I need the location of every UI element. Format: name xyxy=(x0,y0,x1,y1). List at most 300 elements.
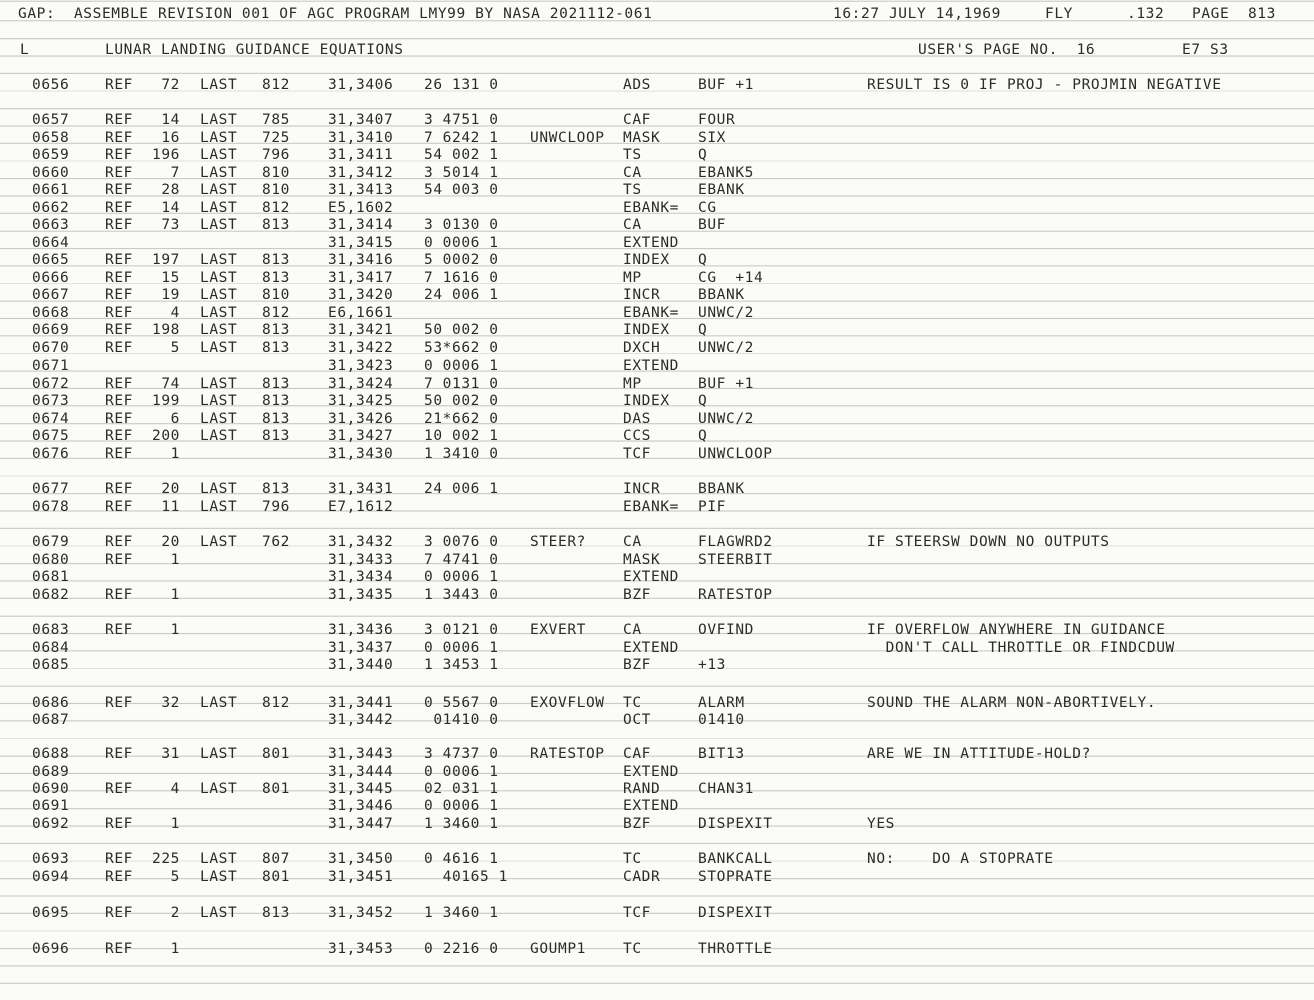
last-page: 801 xyxy=(262,781,290,797)
octal-code: 3 0076 0 xyxy=(424,534,499,550)
opcode: CA xyxy=(623,534,642,550)
ref-count: 1 xyxy=(170,446,180,462)
operand: Q xyxy=(698,322,708,338)
ref-count: 6 xyxy=(170,411,180,427)
opcode: DAS xyxy=(623,411,651,427)
last-page: 812 xyxy=(262,305,290,321)
octal-code: 24 006 1 xyxy=(424,481,499,497)
sequence-number: 0667 xyxy=(32,287,70,303)
operand: UNWCLOOP xyxy=(698,446,773,462)
last-label: LAST xyxy=(200,376,238,392)
sequence-number: 0684 xyxy=(32,640,70,656)
last-page: 813 xyxy=(262,481,290,497)
symbol-label: GOUMP1 xyxy=(530,941,586,957)
octal-code: 7 1616 0 xyxy=(424,270,499,286)
operand: FOUR xyxy=(698,112,736,128)
sequence-number: 0676 xyxy=(32,446,70,462)
opcode: TC xyxy=(623,695,642,711)
memory-address: 31,3443 xyxy=(328,746,394,762)
sequence-number: 0696 xyxy=(32,941,70,957)
opcode: TCF xyxy=(623,446,651,462)
operand: BANKCALL xyxy=(698,851,773,867)
memory-address: 31,3437 xyxy=(328,640,394,656)
opcode: EBANK= xyxy=(623,305,679,321)
operand: Q xyxy=(698,147,708,163)
opcode: EXTEND xyxy=(623,764,679,780)
octal-code: 50 002 0 xyxy=(424,322,499,338)
ref-label: REF xyxy=(105,217,133,233)
sequence-number: 0683 xyxy=(32,622,70,638)
last-label: LAST xyxy=(200,746,238,762)
ref-label: REF xyxy=(105,112,133,128)
octal-code: 0 4616 1 xyxy=(424,851,499,867)
ref-count: 1 xyxy=(170,622,180,638)
memory-address: 31,3446 xyxy=(328,798,394,814)
last-label: LAST xyxy=(200,112,238,128)
ref-label: REF xyxy=(105,552,133,568)
symbol-label: STEER? xyxy=(530,534,586,550)
memory-address: 31,3407 xyxy=(328,112,394,128)
operand: Q xyxy=(698,393,708,409)
sequence-number: 0674 xyxy=(32,411,70,427)
operand: OVFIND xyxy=(698,622,754,638)
sequence-number: 0677 xyxy=(32,481,70,497)
octal-code: 1 3453 1 xyxy=(424,657,499,673)
octal-code: 24 006 1 xyxy=(424,287,499,303)
symbol-label: RATESTOP xyxy=(530,746,605,762)
operand: RATESTOP xyxy=(698,587,773,603)
sequence-number: 0666 xyxy=(32,270,70,286)
last-page: 762 xyxy=(262,534,290,550)
ref-label: REF xyxy=(105,376,133,392)
memory-address: 31,3444 xyxy=(328,764,394,780)
ref-count: 31 xyxy=(161,746,180,762)
ref-count: 196 xyxy=(152,147,180,163)
octal-code: 0 0006 1 xyxy=(424,569,499,585)
opcode: TC xyxy=(623,851,642,867)
memory-address: 31,3412 xyxy=(328,165,394,181)
last-label: LAST xyxy=(200,305,238,321)
comment: YES xyxy=(867,816,895,832)
octal-code: 7 0131 0 xyxy=(424,376,499,392)
memory-address: 31,3425 xyxy=(328,393,394,409)
memory-address: 31,3423 xyxy=(328,358,394,374)
opcode: EXTEND xyxy=(623,358,679,374)
ref-label: REF xyxy=(105,499,133,515)
comment: NO: DO A STOPRATE xyxy=(867,851,1054,867)
octal-code: 53*662 0 xyxy=(424,340,499,356)
operand: ALARM xyxy=(698,695,745,711)
opcode: MP xyxy=(623,270,642,286)
opcode: TC xyxy=(623,941,642,957)
ref-count: 4 xyxy=(170,781,180,797)
memory-address: 31,3411 xyxy=(328,147,394,163)
last-page: 801 xyxy=(262,746,290,762)
octal-code: 21*662 0 xyxy=(424,411,499,427)
ref-label: REF xyxy=(105,393,133,409)
sequence-number: 0679 xyxy=(32,534,70,550)
operand: Q xyxy=(698,428,708,444)
ref-label: REF xyxy=(105,322,133,338)
octal-code: 0 0006 1 xyxy=(424,640,499,656)
opcode: DXCH xyxy=(623,340,661,356)
opcode: CAF xyxy=(623,746,651,762)
operand: UNWC/2 xyxy=(698,411,754,427)
opcode: EXTEND xyxy=(623,235,679,251)
ref-count: 72 xyxy=(161,77,180,93)
ref-label: REF xyxy=(105,182,133,198)
ref-count: 1 xyxy=(170,941,180,957)
ref-count: 14 xyxy=(161,200,180,216)
ref-label: REF xyxy=(105,941,133,957)
ref-count: 198 xyxy=(152,322,180,338)
ref-count: 5 xyxy=(170,869,180,885)
memory-address: 31,3441 xyxy=(328,695,394,711)
last-label: LAST xyxy=(200,287,238,303)
memory-address: 31,3442 xyxy=(328,712,394,728)
ref-count: 1 xyxy=(170,552,180,568)
octal-code: 3 0121 0 xyxy=(424,622,499,638)
memory-address: 31,3447 xyxy=(328,816,394,832)
ref-label: REF xyxy=(105,746,133,762)
sequence-number: 0685 xyxy=(32,657,70,673)
symbol-label: EXOVFLOW xyxy=(530,695,605,711)
comment: RESULT IS 0 IF PROJ - PROJMIN NEGATIVE xyxy=(867,77,1222,93)
ref-label: REF xyxy=(105,340,133,356)
memory-address: 31,3436 xyxy=(328,622,394,638)
ref-count: 200 xyxy=(152,428,180,444)
ref-label: REF xyxy=(105,270,133,286)
opcode: INCR xyxy=(623,287,661,303)
operand: CG +14 xyxy=(698,270,764,286)
opcode: BZF xyxy=(623,816,651,832)
memory-address: 31,3431 xyxy=(328,481,394,497)
last-page: 813 xyxy=(262,393,290,409)
opcode: ADS xyxy=(623,77,651,93)
opcode: EXTEND xyxy=(623,798,679,814)
opcode: EBANK= xyxy=(623,200,679,216)
operand: DISPEXIT xyxy=(698,816,773,832)
sequence-number: 0665 xyxy=(32,252,70,268)
sequence-number: 0673 xyxy=(32,393,70,409)
ref-label: REF xyxy=(105,77,133,93)
octal-code: 0 2216 0 xyxy=(424,941,499,957)
section-marker: L xyxy=(20,42,30,58)
ref-label: REF xyxy=(105,695,133,711)
opcode: TCF xyxy=(623,905,651,921)
operand: STOPRATE xyxy=(698,869,773,885)
octal-code: 26 131 0 xyxy=(424,77,499,93)
comment: IF OVERFLOW ANYWHERE IN GUIDANCE xyxy=(867,622,1166,638)
sequence-number: 0657 xyxy=(32,112,70,128)
last-label: LAST xyxy=(200,869,238,885)
sequence-number: 0692 xyxy=(32,816,70,832)
last-page: 812 xyxy=(262,200,290,216)
operand: Q xyxy=(698,252,708,268)
last-label: LAST xyxy=(200,411,238,427)
ref-label: REF xyxy=(105,587,133,603)
comment: DON'T CALL THROTTLE OR FINDCDUW xyxy=(867,640,1175,656)
last-page: 813 xyxy=(262,322,290,338)
sequence-number: 0658 xyxy=(32,130,70,146)
last-page: 813 xyxy=(262,217,290,233)
memory-address: 31,3427 xyxy=(328,428,394,444)
memory-address: 31,3435 xyxy=(328,587,394,603)
operand: UNWC/2 xyxy=(698,340,754,356)
octal-code: 0 5567 0 xyxy=(424,695,499,711)
operand: THROTTLE xyxy=(698,941,773,957)
octal-code: 1 3443 0 xyxy=(424,587,499,603)
listing-title: GAP: ASSEMBLE REVISION 001 OF AGC PROGRAM LMY99 BY NASA 2021112-061 xyxy=(18,6,653,22)
comment: IF STEERSW DOWN NO OUTPUTS xyxy=(867,534,1110,550)
operand: UNWC/2 xyxy=(698,305,754,321)
last-page: 813 xyxy=(262,252,290,268)
ref-count: 28 xyxy=(161,182,180,198)
ref-count: 73 xyxy=(161,217,180,233)
last-label: LAST xyxy=(200,481,238,497)
operand: STEERBIT xyxy=(698,552,773,568)
user-page-number: USER'S PAGE NO. 16 xyxy=(918,42,1096,58)
last-label: LAST xyxy=(200,130,238,146)
last-page: 812 xyxy=(262,77,290,93)
sequence-number: 0694 xyxy=(32,869,70,885)
opcode: CA xyxy=(623,165,642,181)
opcode: CAF xyxy=(623,112,651,128)
opcode: TS xyxy=(623,182,642,198)
ref-count: 20 xyxy=(161,481,180,497)
octal-code: 1 3460 1 xyxy=(424,816,499,832)
octal-code: 7 6242 1 xyxy=(424,130,499,146)
opcode: CCS xyxy=(623,428,651,444)
memory-address: 31,3426 xyxy=(328,411,394,427)
ref-count: 20 xyxy=(161,534,180,550)
ref-label: REF xyxy=(105,147,133,163)
memory-address: E5,1602 xyxy=(328,200,394,216)
last-label: LAST xyxy=(200,252,238,268)
memory-address: 31,3430 xyxy=(328,446,394,462)
ref-count: 1 xyxy=(170,816,180,832)
ref-label: REF xyxy=(105,851,133,867)
opcode: RAND xyxy=(623,781,661,797)
operand: BUF xyxy=(698,217,726,233)
last-page: 813 xyxy=(262,905,290,921)
memory-address: E7,1612 xyxy=(328,499,394,515)
last-page: 810 xyxy=(262,287,290,303)
ref-count: 74 xyxy=(161,376,180,392)
ref-label: REF xyxy=(105,305,133,321)
operand: EBANK xyxy=(698,182,745,198)
opcode: BZF xyxy=(623,657,651,673)
operand: CG xyxy=(698,200,717,216)
ref-label: REF xyxy=(105,816,133,832)
sequence-number: 0669 xyxy=(32,322,70,338)
ref-count: 32 xyxy=(161,695,180,711)
sequence-number: 0689 xyxy=(32,764,70,780)
run-number: .132 xyxy=(1127,6,1165,22)
octal-code: 54 002 1 xyxy=(424,147,499,163)
operand: CHAN31 xyxy=(698,781,754,797)
opcode: INDEX xyxy=(623,322,670,338)
section-title: LUNAR LANDING GUIDANCE EQUATIONS xyxy=(105,42,404,58)
memory-address: 31,3445 xyxy=(328,781,394,797)
memory-address: E6,1661 xyxy=(328,305,394,321)
memory-address: 31,3417 xyxy=(328,270,394,286)
last-page: 796 xyxy=(262,499,290,515)
ref-label: REF xyxy=(105,481,133,497)
last-label: LAST xyxy=(200,851,238,867)
octal-code: 02 031 1 xyxy=(424,781,499,797)
ref-label: REF xyxy=(105,252,133,268)
sequence-number: 0656 xyxy=(32,77,70,93)
last-label: LAST xyxy=(200,781,238,797)
last-label: LAST xyxy=(200,200,238,216)
sequence-number: 0664 xyxy=(32,235,70,251)
memory-address: 31,3440 xyxy=(328,657,394,673)
sequence-number: 0678 xyxy=(32,499,70,515)
opcode: MASK xyxy=(623,552,661,568)
last-page: 801 xyxy=(262,869,290,885)
opcode: INCR xyxy=(623,481,661,497)
sequence-number: 0672 xyxy=(32,376,70,392)
ref-label: REF xyxy=(105,287,133,303)
last-page: 796 xyxy=(262,147,290,163)
sequence-number: 0690 xyxy=(32,781,70,797)
ref-count: 16 xyxy=(161,130,180,146)
last-label: LAST xyxy=(200,534,238,550)
octal-code: 10 002 1 xyxy=(424,428,499,444)
last-page: 810 xyxy=(262,165,290,181)
last-label: LAST xyxy=(200,77,238,93)
ref-count: 225 xyxy=(152,851,180,867)
sequence-number: 0688 xyxy=(32,746,70,762)
octal-code: 3 4737 0 xyxy=(424,746,499,762)
sequence-number: 0659 xyxy=(32,147,70,163)
memory-address: 31,3452 xyxy=(328,905,394,921)
last-label: LAST xyxy=(200,270,238,286)
last-label: LAST xyxy=(200,340,238,356)
last-page: 812 xyxy=(262,695,290,711)
operand: BUF +1 xyxy=(698,77,754,93)
sequence-number: 0686 xyxy=(32,695,70,711)
octal-code: 0 0006 1 xyxy=(424,358,499,374)
operand: DISPEXIT xyxy=(698,905,773,921)
sequence-number: 0675 xyxy=(32,428,70,444)
sequence-number: 0671 xyxy=(32,358,70,374)
octal-code: 0 0006 1 xyxy=(424,235,499,251)
ref-count: 11 xyxy=(161,499,180,515)
opcode: MASK xyxy=(623,130,661,146)
last-page: 810 xyxy=(262,182,290,198)
sequence-number: 0691 xyxy=(32,798,70,814)
octal-code: 54 003 0 xyxy=(424,182,499,198)
memory-address: 31,3453 xyxy=(328,941,394,957)
operand: PIF xyxy=(698,499,726,515)
ref-count: 7 xyxy=(170,165,180,181)
sequence-number: 0695 xyxy=(32,905,70,921)
last-page: 813 xyxy=(262,340,290,356)
sequence-number: 0660 xyxy=(32,165,70,181)
last-label: LAST xyxy=(200,165,238,181)
operand: 01410 xyxy=(698,712,745,728)
last-label: LAST xyxy=(200,905,238,921)
memory-address: 31,3434 xyxy=(328,569,394,585)
ref-label: REF xyxy=(105,200,133,216)
last-label: LAST xyxy=(200,499,238,515)
sheet-code: E7 S3 xyxy=(1182,42,1229,58)
last-label: LAST xyxy=(200,217,238,233)
opcode: INDEX xyxy=(623,393,670,409)
octal-code: 5 0002 0 xyxy=(424,252,499,268)
sequence-number: 0693 xyxy=(32,851,70,867)
memory-address: 31,3415 xyxy=(328,235,394,251)
symbol-label: EXVERT xyxy=(530,622,586,638)
last-page: 725 xyxy=(262,130,290,146)
ref-label: REF xyxy=(105,428,133,444)
last-label: LAST xyxy=(200,393,238,409)
ref-label: REF xyxy=(105,411,133,427)
octal-code: 40165 1 xyxy=(424,869,508,885)
opcode: CA xyxy=(623,622,642,638)
memory-address: 31,3432 xyxy=(328,534,394,550)
comment: ARE WE IN ATTITUDE-HOLD? xyxy=(867,746,1091,762)
last-label: LAST xyxy=(200,322,238,338)
operand: +13 xyxy=(698,657,726,673)
memory-address: 31,3414 xyxy=(328,217,394,233)
memory-address: 31,3421 xyxy=(328,322,394,338)
last-page: 813 xyxy=(262,270,290,286)
ref-count: 5 xyxy=(170,340,180,356)
operand: BBANK xyxy=(698,287,745,303)
comment: SOUND THE ALARM NON-ABORTIVELY. xyxy=(867,695,1157,711)
fly-label: FLY xyxy=(1045,6,1073,22)
last-page: 813 xyxy=(262,428,290,444)
ref-label: REF xyxy=(105,905,133,921)
ref-label: REF xyxy=(105,130,133,146)
ref-label: REF xyxy=(105,446,133,462)
ref-count: 4 xyxy=(170,305,180,321)
octal-code: 7 4741 0 xyxy=(424,552,499,568)
ref-count: 14 xyxy=(161,112,180,128)
ref-count: 199 xyxy=(152,393,180,409)
last-page: 785 xyxy=(262,112,290,128)
operand: BBANK xyxy=(698,481,745,497)
operand: EBANK5 xyxy=(698,165,754,181)
memory-address: 31,3424 xyxy=(328,376,394,392)
operand: FLAGWRD2 xyxy=(698,534,773,550)
octal-code: 3 0130 0 xyxy=(424,217,499,233)
memory-address: 31,3406 xyxy=(328,77,394,93)
octal-code: 0 0006 1 xyxy=(424,798,499,814)
ref-label: REF xyxy=(105,165,133,181)
opcode: INDEX xyxy=(623,252,670,268)
last-label: LAST xyxy=(200,182,238,198)
opcode: TS xyxy=(623,147,642,163)
sequence-number: 0670 xyxy=(32,340,70,356)
octal-code: 50 002 0 xyxy=(424,393,499,409)
memory-address: 31,3433 xyxy=(328,552,394,568)
ref-count: 19 xyxy=(161,287,180,303)
ref-label: REF xyxy=(105,869,133,885)
operand: BIT13 xyxy=(698,746,745,762)
opcode: CADR xyxy=(623,869,661,885)
last-label: LAST xyxy=(200,695,238,711)
ref-count: 15 xyxy=(161,270,180,286)
last-page: 813 xyxy=(262,411,290,427)
ref-label: REF xyxy=(105,534,133,550)
ref-label: REF xyxy=(105,781,133,797)
ref-count: 2 xyxy=(170,905,180,921)
octal-code: 1 3460 1 xyxy=(424,905,499,921)
